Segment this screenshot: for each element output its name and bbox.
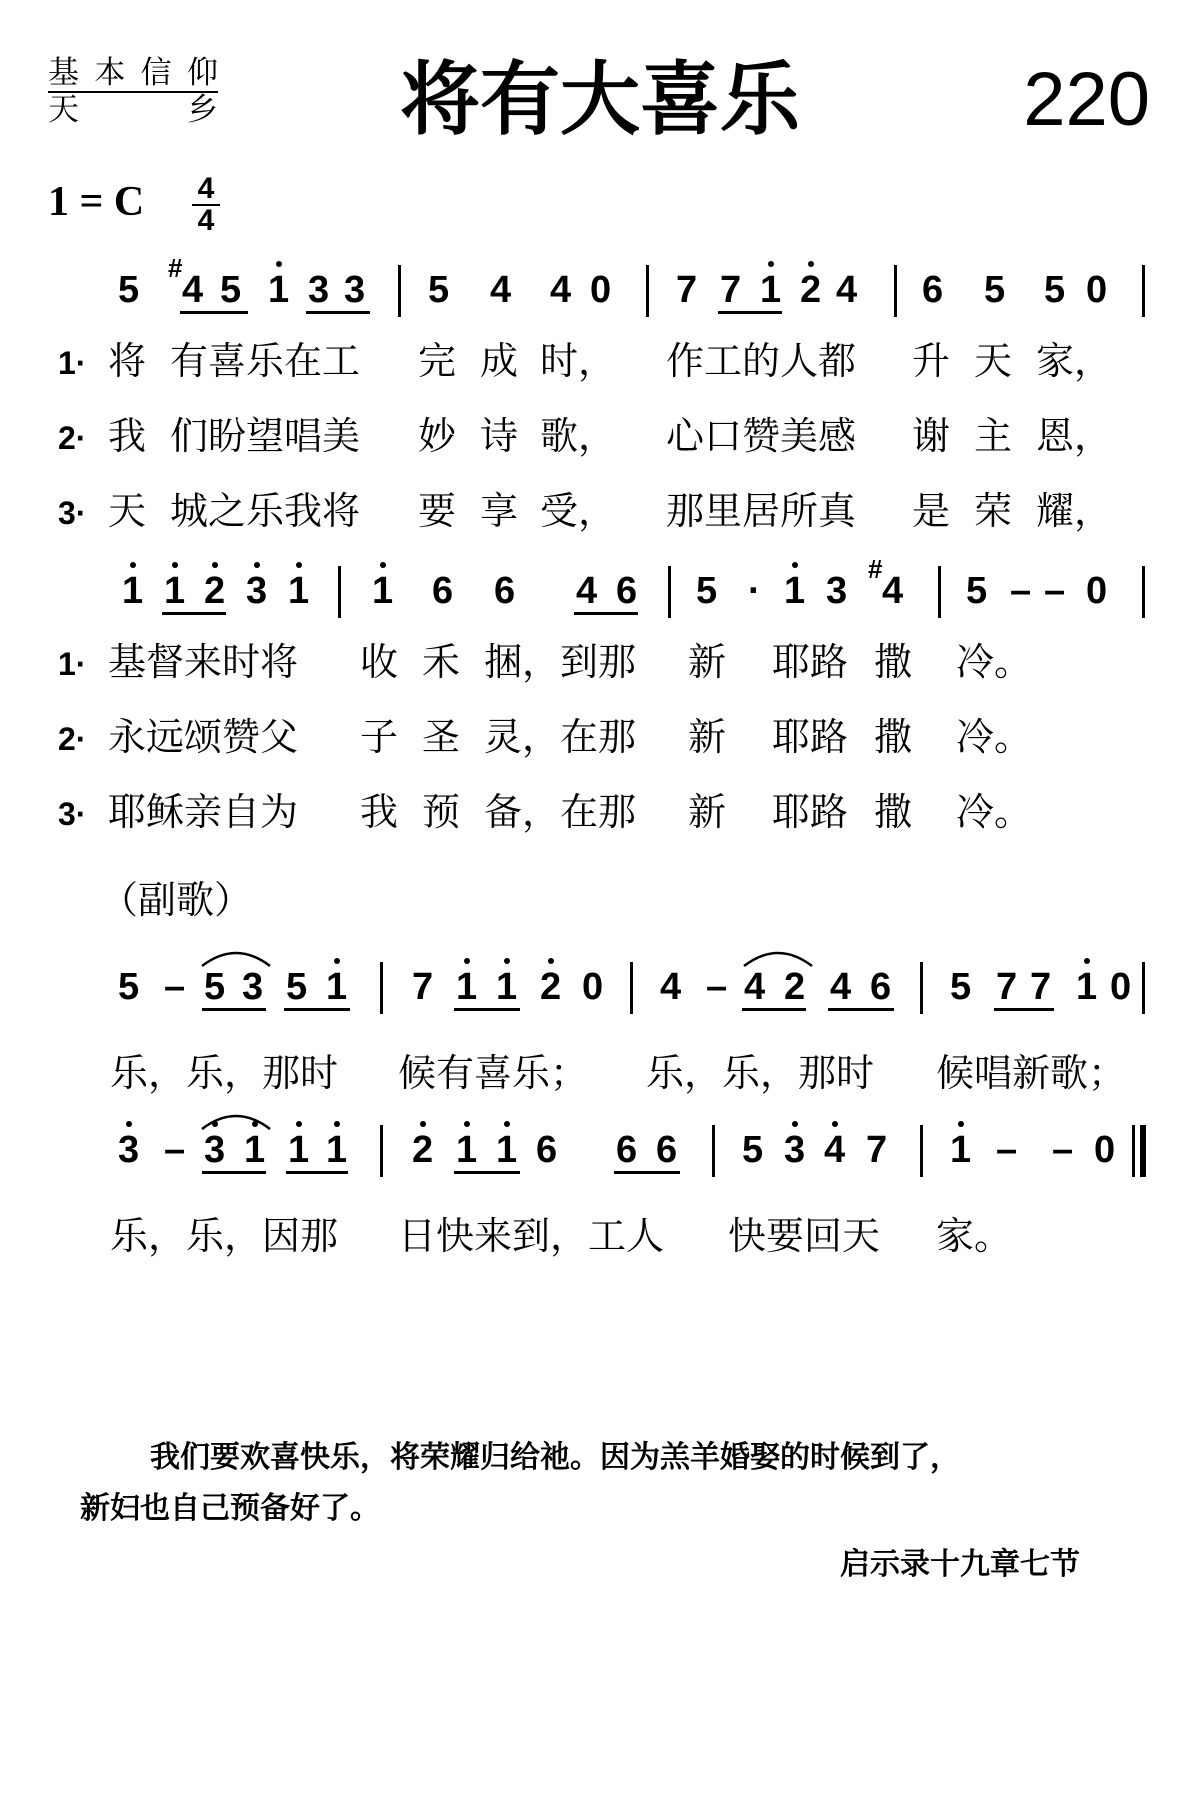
chorus-lyric: 乐，乐，因那 <box>110 1214 339 1258</box>
lyric-seg: 们盼望唱美 <box>170 414 361 458</box>
note: 6 <box>616 1129 638 1171</box>
lyric-seg: 歌， <box>540 414 617 458</box>
time-denominator: 4 <box>197 204 215 237</box>
note: 1 <box>456 966 478 1008</box>
high-dot <box>380 562 386 568</box>
lyric-seg: 成 <box>480 339 519 383</box>
lyric-seg: 冷。 <box>956 640 1033 684</box>
lyric-seg: 耶路 <box>772 640 849 684</box>
lyric-seg: 妙 <box>418 414 457 458</box>
note: 1 <box>164 570 186 612</box>
beam <box>454 1171 520 1174</box>
note: 4 <box>576 570 598 612</box>
verse-number: 1· <box>58 345 87 381</box>
lyric-seg: 新 <box>688 715 727 759</box>
high-dot <box>254 562 260 568</box>
note: 1 <box>326 966 348 1008</box>
notation-row-2 <box>0 554 1200 626</box>
verse-line <box>58 712 86 764</box>
verse-number: 3· <box>58 495 87 531</box>
high-dot <box>548 958 554 964</box>
beam <box>614 1171 680 1174</box>
sharp-sign: # <box>168 253 183 283</box>
lyric-seg: 耶路 <box>772 790 849 834</box>
beam <box>718 311 782 314</box>
note: 6 <box>432 570 454 612</box>
chorus-lyric: 候唱新歌； <box>936 1051 1127 1095</box>
lyric-seg: 冷。 <box>956 715 1033 759</box>
hymn-title: 将有大喜乐 <box>400 53 800 146</box>
high-dot <box>130 562 136 568</box>
lyric-seg: 天 <box>108 489 147 533</box>
bar-line <box>646 265 649 317</box>
lyric-seg: 城之乐我将 <box>170 489 361 533</box>
verse-number: 1· <box>58 646 87 682</box>
lyric-seg: 新 <box>688 640 727 684</box>
category-char: 基 <box>48 55 79 91</box>
note: 6 <box>536 1129 558 1171</box>
bar-line <box>1142 265 1145 317</box>
hymn-category <box>48 56 218 127</box>
note: 5 <box>984 269 1006 311</box>
lyric-seg: 升 <box>912 339 951 383</box>
note: 1 <box>122 570 144 612</box>
verse-line <box>58 411 86 463</box>
category-char: 本 <box>94 55 126 91</box>
notation-row-4 <box>0 1125 1200 1185</box>
lyric-seg: 有喜乐在工 <box>170 339 361 383</box>
key-signature: 1 = C <box>48 179 145 225</box>
note: 1 <box>288 570 310 612</box>
note: 4 <box>744 966 766 1008</box>
note: 7 <box>866 1129 888 1171</box>
bar-line <box>1142 962 1145 1014</box>
lyric-seg: 主 <box>974 414 1013 458</box>
note: – <box>164 1129 186 1171</box>
lyric-seg: 是 <box>912 489 951 533</box>
lyric-seg: 撒 <box>874 715 913 759</box>
note: 6 <box>870 966 892 1008</box>
note: – <box>1052 1129 1074 1171</box>
category-char: 仰 <box>186 55 218 91</box>
high-dot <box>420 1121 426 1127</box>
bar-line <box>380 962 383 1014</box>
note: 7 <box>720 269 742 311</box>
note: 1 <box>244 1129 266 1171</box>
note: – <box>1010 570 1032 612</box>
lyric-seg: 捆，到那 <box>484 640 637 684</box>
high-dot <box>464 958 470 964</box>
beam <box>286 1171 348 1174</box>
bar-line <box>938 566 941 618</box>
beam <box>202 1171 266 1174</box>
note: 4 <box>830 966 852 1008</box>
lyric-seg: 天 <box>974 339 1013 383</box>
lyric-seg: 享 <box>480 489 519 533</box>
note: 3 <box>784 1129 806 1171</box>
high-dot <box>296 562 302 568</box>
note: – <box>1044 570 1066 612</box>
note: 1 <box>496 966 518 1008</box>
note: 7 <box>1030 966 1052 1008</box>
chorus-label: （副歌） <box>100 878 253 922</box>
high-dot <box>172 562 178 568</box>
high-dot <box>504 1121 510 1127</box>
note: 5 <box>428 269 450 311</box>
note: 5 <box>204 966 226 1008</box>
high-dot <box>334 958 340 964</box>
beam <box>284 1008 350 1011</box>
note: 1 <box>784 570 806 612</box>
bar-line <box>712 1125 715 1177</box>
verse-line <box>58 336 86 388</box>
tie-arc <box>742 948 814 968</box>
note: 4 <box>660 966 682 1008</box>
note: 0 <box>1110 966 1132 1008</box>
high-dot <box>1084 958 1090 964</box>
note: 5 <box>118 269 140 311</box>
lyric-seg: 耀， <box>1036 489 1113 533</box>
note: 1 <box>288 1129 310 1171</box>
note: 3 <box>246 570 268 612</box>
lyric-seg: 耶稣亲自为 <box>108 790 299 834</box>
note: 6 <box>656 1129 678 1171</box>
time-numerator: 4 <box>192 174 220 206</box>
lyric-seg: 我 <box>360 790 399 834</box>
lyric-seg: 冷。 <box>956 790 1033 834</box>
note: 0 <box>1094 1129 1116 1171</box>
beam <box>306 311 370 314</box>
note: 5 <box>286 966 308 1008</box>
chorus-lyric: 乐，乐，那时 <box>646 1051 875 1095</box>
scripture-line-2: 新妇也自己预备好了。 <box>80 1491 380 1526</box>
high-dot <box>792 562 798 568</box>
note: 6 <box>616 570 638 612</box>
note: 0 <box>1086 269 1108 311</box>
lyric-seg: 撒 <box>874 790 913 834</box>
bar-line <box>338 566 341 618</box>
note: 6 <box>922 269 944 311</box>
lyric-seg: 收 <box>360 640 399 684</box>
verse-lyrics-block-2 <box>0 637 1200 847</box>
category-char: 信 <box>140 55 172 91</box>
high-dot <box>832 1121 838 1127</box>
lyric-seg: 我 <box>108 414 147 458</box>
note: 1 <box>950 1129 972 1171</box>
beam <box>202 1008 266 1011</box>
lyric-seg: 家， <box>1036 339 1113 383</box>
bar-line <box>398 265 401 317</box>
verse-line <box>58 486 86 538</box>
lyric-seg: 谢 <box>912 414 951 458</box>
high-dot <box>808 261 814 267</box>
lyric-seg: 完 <box>418 339 457 383</box>
note: 0 <box>582 966 604 1008</box>
bar-line <box>1132 1125 1135 1177</box>
time-signature <box>192 174 220 236</box>
high-dot <box>504 958 510 964</box>
lyric-seg: 诗 <box>480 414 519 458</box>
verse-number: 2· <box>58 420 87 456</box>
note: 4 <box>490 269 512 311</box>
note: 3 <box>826 570 848 612</box>
lyric-seg: 恩， <box>1036 414 1113 458</box>
note: 5 <box>950 966 972 1008</box>
chorus-lyric: 快要回天 <box>728 1214 881 1258</box>
lyric-seg: 圣 <box>422 715 461 759</box>
verse-line <box>58 787 86 839</box>
verse-line <box>58 637 86 689</box>
note: 1 <box>456 1129 478 1171</box>
lyric-seg: 心口赞美感 <box>666 414 857 458</box>
beam <box>454 1008 520 1011</box>
beam <box>162 612 226 615</box>
lyric-seg: 撒 <box>874 640 913 684</box>
bar-line <box>920 1125 923 1177</box>
bar-line <box>894 265 897 317</box>
high-dot <box>768 261 774 267</box>
verse-number: 2· <box>58 721 87 757</box>
beam <box>574 612 638 615</box>
note: 5 <box>696 570 718 612</box>
lyric-seg: 基督来时将 <box>108 640 299 684</box>
category-char: 乡 <box>187 92 218 128</box>
high-dot <box>464 1121 470 1127</box>
note: 0 <box>1086 570 1108 612</box>
bar-line <box>1142 566 1145 618</box>
note: 7 <box>676 269 698 311</box>
note: 1 <box>268 269 290 311</box>
category-char: 天 <box>48 92 79 128</box>
lyric-seg: 要 <box>418 489 457 533</box>
note: 7 <box>996 966 1018 1008</box>
lyric-seg: 荣 <box>974 489 1013 533</box>
note: 6 <box>494 570 516 612</box>
note: 2 <box>540 966 562 1008</box>
note: – <box>164 966 186 1008</box>
lyric-seg: 灵，在那 <box>484 715 637 759</box>
notation-row-1 <box>0 253 1200 325</box>
note: 4 <box>550 269 572 311</box>
lyric-seg: 禾 <box>422 640 461 684</box>
note: · <box>748 570 761 612</box>
scripture-line-1: 我们要欢喜快乐，将荣耀归给祂。因为羔羊婚娶的时候到了， <box>150 1440 960 1475</box>
high-dot <box>212 562 218 568</box>
lyric-seg: 受， <box>540 489 617 533</box>
lyric-seg: 将 <box>108 339 147 383</box>
lyric-seg: 那里居所真 <box>666 489 857 533</box>
beam <box>994 1008 1054 1011</box>
tie-arc <box>200 1111 272 1131</box>
note: 4 <box>836 269 858 311</box>
note: 2 <box>204 570 226 612</box>
lyric-seg: 时， <box>540 339 617 383</box>
chorus-lyric: 候有喜乐； <box>398 1051 589 1095</box>
category-line-2 <box>48 93 218 127</box>
bar-line <box>920 962 923 1014</box>
category-line-1 <box>48 56 218 93</box>
hymn-number: 220 <box>1023 57 1150 142</box>
note: 1 <box>760 269 782 311</box>
high-dot <box>296 1121 302 1127</box>
lyric-seg: 备，在那 <box>484 790 637 834</box>
note: 2 <box>784 966 806 1008</box>
note: 5 <box>1044 269 1066 311</box>
note: 5 <box>966 570 988 612</box>
verse-lyrics-block-1 <box>0 336 1200 546</box>
note: 0 <box>590 269 612 311</box>
note: 4 <box>824 1129 846 1171</box>
note: 3 <box>204 1129 226 1171</box>
note: 5 <box>742 1129 764 1171</box>
note: 4 <box>882 570 904 612</box>
sharp-sign: # <box>868 554 883 584</box>
note: 7 <box>412 966 434 1008</box>
high-dot <box>334 1121 340 1127</box>
high-dot <box>792 1121 798 1127</box>
chorus-lyric: 家。 <box>936 1214 1013 1258</box>
note: 3 <box>308 269 330 311</box>
high-dot <box>276 261 282 267</box>
note: 1 <box>496 1129 518 1171</box>
beam <box>828 1008 894 1011</box>
scripture-reference: 启示录十九章七节 <box>840 1547 1080 1582</box>
verse-number: 3· <box>58 796 87 832</box>
lyric-seg: 永远颂赞父 <box>108 715 299 759</box>
bar-line <box>630 962 633 1014</box>
lyric-seg: 耶路 <box>772 715 849 759</box>
note: 2 <box>800 269 822 311</box>
note: 3 <box>118 1129 140 1171</box>
chorus-lyric: 乐，乐，那时 <box>110 1051 339 1095</box>
note: – <box>706 966 728 1008</box>
note: 5 <box>220 269 242 311</box>
lyric-seg: 子 <box>360 715 399 759</box>
note: 3 <box>344 269 366 311</box>
lyric-seg: 预 <box>422 790 461 834</box>
chorus-lyric: 日快来到，工人 <box>398 1214 665 1258</box>
lyric-seg: 新 <box>688 790 727 834</box>
note: 4 <box>182 269 204 311</box>
beam <box>180 311 248 314</box>
notation-row-3 <box>0 962 1200 1022</box>
note: 1 <box>326 1129 348 1171</box>
note: 3 <box>242 966 264 1008</box>
tie-arc <box>200 948 272 968</box>
lyric-seg: 作工的人都 <box>666 339 857 383</box>
note: 5 <box>118 966 140 1008</box>
high-dot <box>126 1121 132 1127</box>
bar-line <box>668 566 671 618</box>
final-bar-line <box>1140 1125 1146 1177</box>
bar-line <box>380 1125 383 1177</box>
high-dot <box>958 1121 964 1127</box>
note: 1 <box>1076 966 1098 1008</box>
beam <box>742 1008 806 1011</box>
note: – <box>996 1129 1018 1171</box>
note: 2 <box>412 1129 434 1171</box>
note: 1 <box>372 570 394 612</box>
